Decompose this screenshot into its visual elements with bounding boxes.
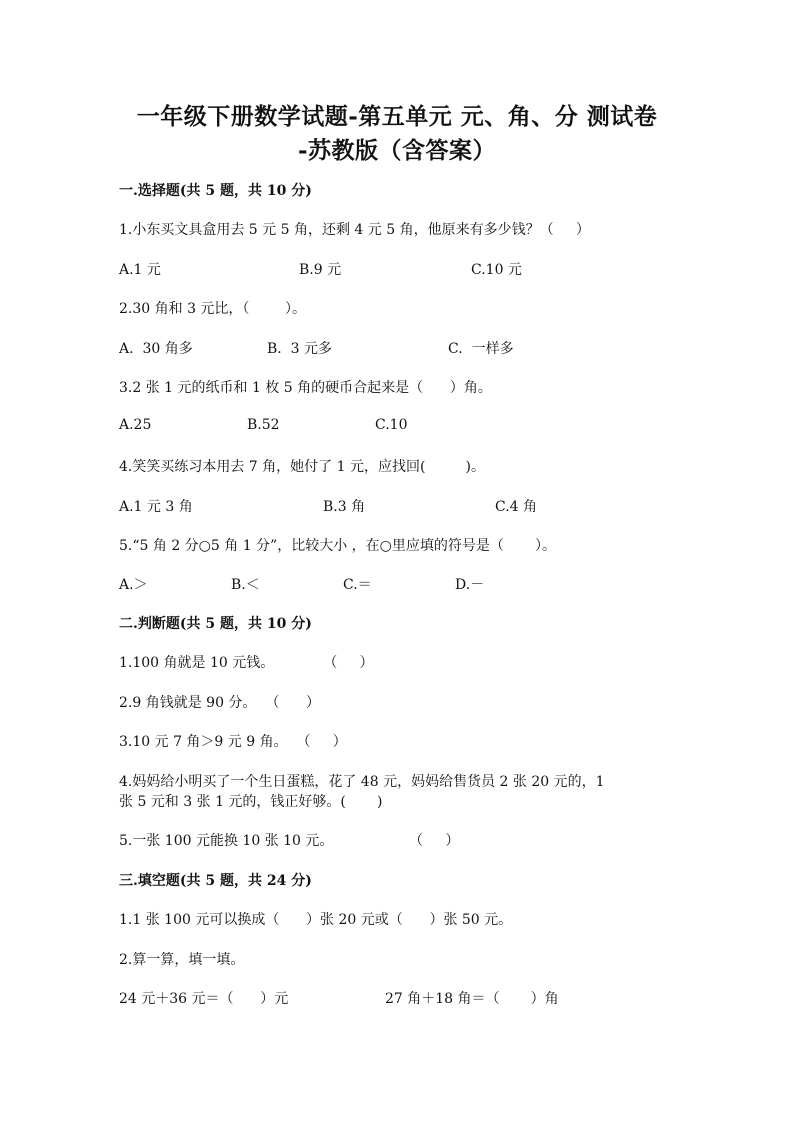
question-text: 5.一张 100 元能换 10 张 10 元。 （ ） xyxy=(119,833,460,849)
option-c: C.10 元 xyxy=(471,262,522,278)
calc-item-2: 27 角＋18 角＝（ ）角 xyxy=(385,991,559,1007)
question-text: 1.100 角就是 10 元钱。 （ ） xyxy=(119,655,374,671)
question-text: 1.1 张 100 元可以换成（ ）张 20 元或（ ）张 50 元。 xyxy=(119,912,513,928)
option-c: C.＝ xyxy=(343,577,372,593)
question-text: 3.10 元 7 角＞9 元 9 角。 （ ） xyxy=(119,734,347,750)
title-line-1: 一年级下册数学试题-第五单元 元、角、分 测试卷 xyxy=(136,103,658,130)
option-a: A.25 xyxy=(119,417,152,433)
section-heading-choice: 一.选择题(共 5 题，共 10 分) xyxy=(119,183,312,199)
option-b: B.3 角 xyxy=(323,499,366,515)
title-line-2: -苏教版（含答案） xyxy=(297,137,497,164)
section-heading-judge: 二.判断题(共 5 题，共 10 分) xyxy=(119,616,312,632)
option-b: B.9 元 xyxy=(299,262,342,278)
calc-item-1: 24 元＋36 元＝（ ）元 xyxy=(119,991,289,1007)
option-a: A.1 元 3 角 xyxy=(119,499,193,515)
question-text: 2.算一算，填一填。 xyxy=(119,952,245,968)
question-text: 4.妈妈给小明买了一个生日蛋糕，花了 48 元，妈妈给售货员 2 张 20 元的，1 xyxy=(119,774,605,790)
option-c: C.10 xyxy=(375,417,408,433)
question-text: 3.2 张 1 元的纸币和 1 枚 5 角的硬币合起来是（ ）角。 xyxy=(119,380,492,396)
option-b: B.52 xyxy=(247,417,280,433)
section-heading-fill: 三.填空题(共 5 题，共 24 分) xyxy=(119,873,312,889)
option-b: B.＜ xyxy=(231,577,260,593)
question-text: 2.30 角和 3 元比，（ ）。 xyxy=(119,301,307,317)
question-text: 5.“5 角 2 分○5 角 1 分”，比较大小 ，在○里应填的符号是（ ）。 xyxy=(119,538,557,554)
question-text: 2.9 角钱就是 90 分。 （ ） xyxy=(119,695,321,711)
option-a: A.1 元 xyxy=(119,262,161,278)
option-b: B. 3 元多 xyxy=(267,341,332,357)
option-d: D.－ xyxy=(455,577,485,593)
option-a: A. 30 角多 xyxy=(119,341,193,357)
option-a: A.＞ xyxy=(119,577,148,593)
question-text: 1.小东买文具盒用去 5 元 5 角，还剩 4 元 5 角，他原来有多少钱？（ ） xyxy=(119,222,590,238)
question-text: 4.笑笑买练习本用去 7 角，她付了 1 元，应找回( )。 xyxy=(119,459,485,475)
option-c: C. 一样多 xyxy=(448,341,514,357)
question-text-continued: 张 5 元和 3 张 1 元的，钱正好够。( ) xyxy=(119,794,383,810)
option-c: C.4 角 xyxy=(495,499,538,515)
